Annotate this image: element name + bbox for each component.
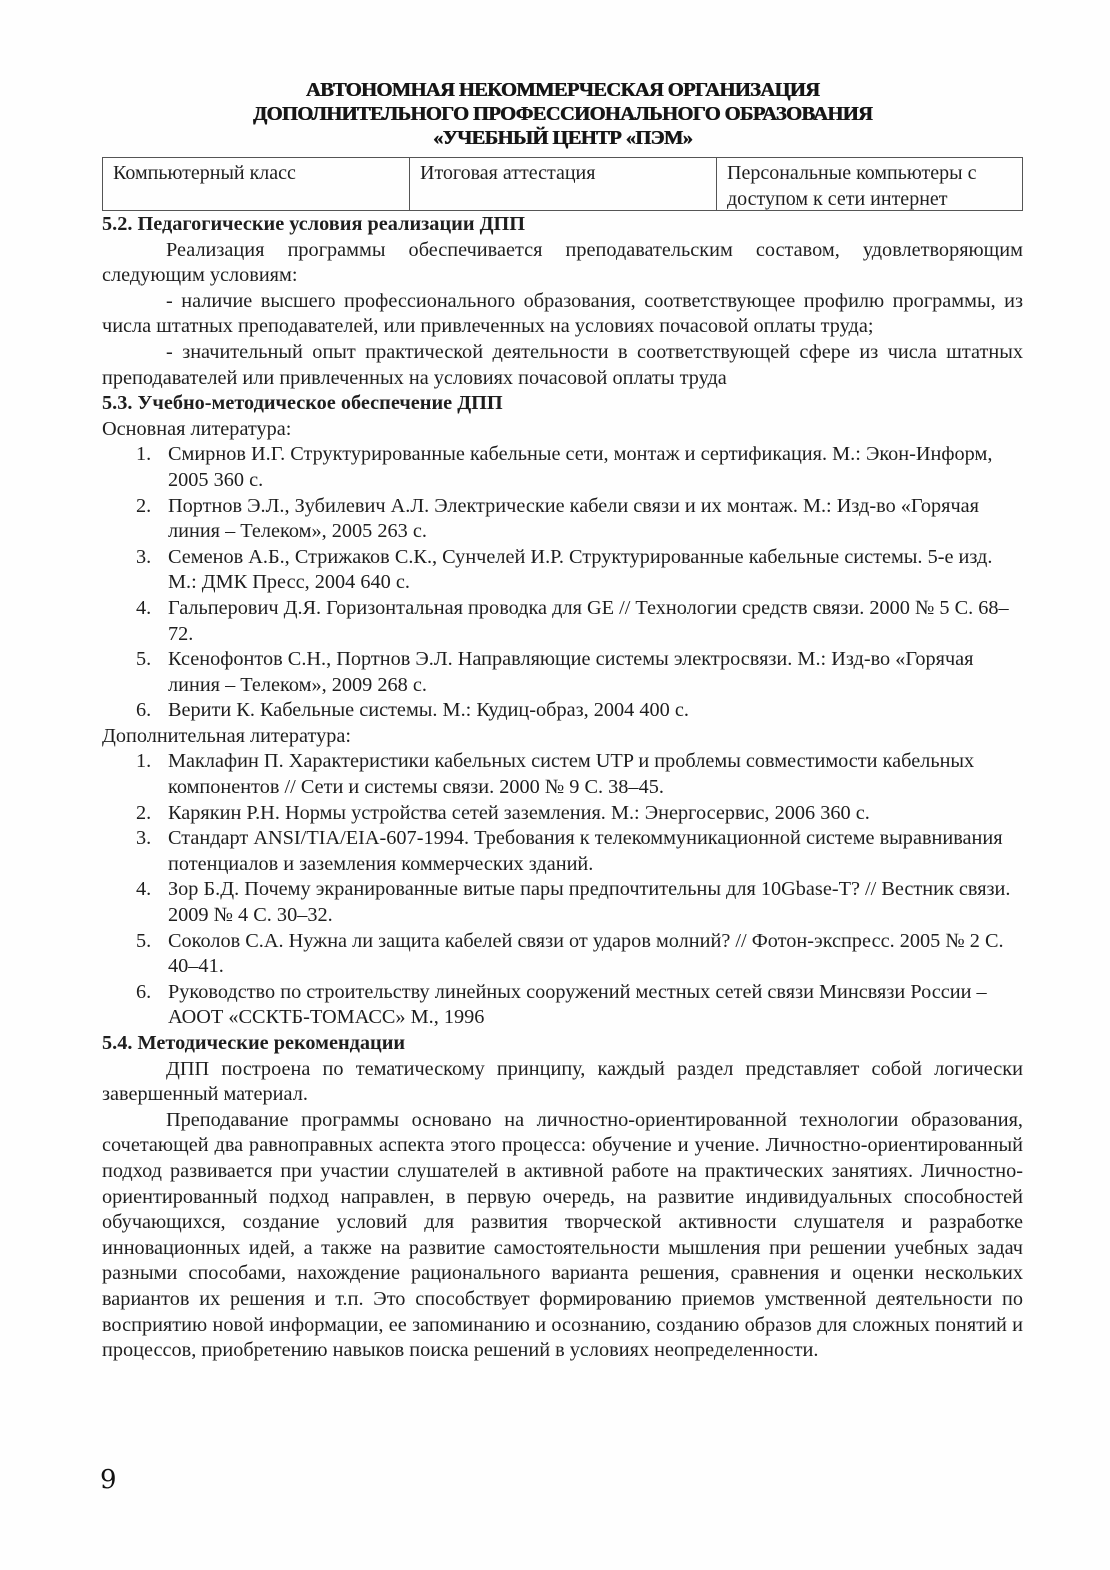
table-cell-room: Компьютерный класс xyxy=(103,158,410,210)
list-item xyxy=(102,494,1023,545)
list-text: Верити К. Кабельные системы. М.: Кудиц-образ, 2004 400 с. xyxy=(168,699,689,722)
list-item xyxy=(102,698,1023,724)
list-number: 3. xyxy=(136,827,152,850)
list-number: 1. xyxy=(136,750,152,773)
list-number: 6. xyxy=(136,699,152,722)
list-item xyxy=(102,826,1023,877)
main-literature-label: Основная литература: xyxy=(102,417,292,440)
list-number: 5. xyxy=(136,929,152,952)
list-text: Руководство по строительству линейных сооружений местных сетей связи Минсвязи России – АООТ «ССКТБ-ТОМАСС» М., 1996 xyxy=(168,980,987,1029)
section-heading-5-2: 5.2. Педагогические условия реализации ДПП xyxy=(102,213,526,235)
list-text: Смирнов И.Г. Структурированные кабельные сети, монтаж и сертификация. М.: Экон-Информ, 2005 360 с. xyxy=(168,443,993,491)
list-text: Стандарт ANSI/TIA/EIA-607-1994. Требования к телекоммуникационной системе выравнивания потенциалов и заземления коммерческих зданий. xyxy=(168,827,1003,875)
list-item xyxy=(102,980,1023,1031)
list-item xyxy=(102,647,1023,698)
paragraph: Реализация программы обеспечивается преподавательским составом, удовлетворяющим следующим условиям: xyxy=(102,238,1023,287)
page-number: 9 xyxy=(100,1465,117,1495)
list-number: 4. xyxy=(136,878,152,901)
table-cell-activity: Итоговая аттестация xyxy=(410,158,717,210)
list-item xyxy=(102,929,1023,980)
list-text: Маклафин П. Характеристики кабельных систем UTP и проблемы совместимости кабельных компонентов // Сети и системы связи. 2000 № 9 С. 38–45. xyxy=(168,750,975,799)
extra-literature-label: Дополнительная литература: xyxy=(102,724,351,747)
list-number: 2. xyxy=(136,801,152,824)
list-number: 4. xyxy=(136,596,152,619)
list-text: Семенов А.Б., Стрижаков С.К., Сунчелей И.Р. Структурированные кабельные системы. 5-е изд. М.: ДМК Пресс, 2004 640 с. xyxy=(168,545,993,594)
organization-header xyxy=(100,78,1025,150)
section-heading-5-4: 5.4. Методические рекомендации xyxy=(102,1032,406,1054)
requirement-item: - значительный опыт практической деятельности в соответствующей сфере из числа штатных преподавателей или привлеченных на условиях почасовой оплаты труда xyxy=(102,340,1023,389)
section-heading-5-3: 5.3. Учебно-методическое обеспечение ДПП xyxy=(102,392,503,415)
paragraph: Преподавание программы основано на личностно-ориентированной технологии образования, сочетающей два равноправных аспекта этого процесса: обучение и учение. Личностно-ориентированный подход развивается при участии слушателей в активной работе на практических занятиях. Личностно-ориентированный подход направлен, в первую очередь, на развитие индивидуальных способностей обучающихся, создание условий для развития творческой активности слушателя и разработке инновационных идей, а также на развитие самостоятельности мышления при решении учебных задач разными способами, нахождение рационального варианта решения, сравнения и оценки нескольких вариантов их решения и т.п. Это способствует формированию приемов умственной деятельности по восприятию новой информации, ее запоминанию и осознанию, созданию образов для сложных понятий и процессов, приобретению навыков поиска решений в условиях неопределенности. xyxy=(102,1108,1023,1362)
list-number: 1. xyxy=(136,443,152,466)
paragraph: ДПП построена по тематическому принципу, каждый раздел представляет собой логически завершенный материал. xyxy=(102,1057,1023,1106)
list-item xyxy=(102,877,1023,928)
list-text: Гальперович Д.Я. Горизонтальная проводка для GE // Технологии средств связи. 2000 № 5 С. 68–72. xyxy=(168,596,1009,645)
list-text: Портнов Э.Л., Зубилевич А.Л. Электрические кабели связи и их монтаж. М.: Изд-во «Горячая линия – Телеком», 2005 263 с. xyxy=(168,494,980,543)
equipment-table-row xyxy=(102,157,1023,211)
table-cell-equipment: Персональные компьютеры с доступом к сети интернет xyxy=(727,162,977,210)
list-text: Зор Б.Д. Почему экранированные витые пары предпочтительны для 10Gbase-T? // Вестник связи. 2009 № 4 С. 30–32. xyxy=(168,878,1011,927)
list-number: 6. xyxy=(136,980,152,1003)
list-number: 3. xyxy=(136,545,152,568)
list-text: Ксенофонтов С.Н., Портнов Э.Л. Направляющие системы электросвязи. М.: Изд-во «Горячая линия – Телеком», 2009 268 с. xyxy=(168,648,974,696)
list-item xyxy=(102,801,1023,827)
requirement-item: - наличие высшего профессионального образования, соответствующее профилю программы, из числа штатных преподавателей, или привлеченных на условиях почасовой оплаты труда; xyxy=(102,289,1023,338)
list-text: Карякин Р.Н. Нормы устройства сетей заземления. М.: Энергосервис, 2006 360 с. xyxy=(168,801,870,824)
extra-literature-list xyxy=(102,749,1023,1031)
main-literature-list xyxy=(102,442,1023,724)
list-number: 2. xyxy=(136,494,152,517)
list-item xyxy=(102,596,1023,647)
list-text: Соколов С.А. Нужна ли защита кабелей связи от ударов молний? // Фотон-экспресс. 2005 № 2 С. 40–41. xyxy=(168,929,1004,978)
list-item xyxy=(102,442,1023,493)
header-line-3: «УЧЕБНЫЙ ЦЕНТР «ПЭМ» xyxy=(432,127,693,149)
document-body xyxy=(102,212,1023,1364)
header-line-1: АВТОНОМНАЯ НЕКОММЕРЧЕСКАЯ ОРГАНИЗАЦИЯ xyxy=(305,79,820,101)
list-number: 5. xyxy=(136,648,152,671)
list-item xyxy=(102,749,1023,800)
list-item xyxy=(102,545,1023,596)
header-line-2: ДОПОЛНИТЕЛЬНОГО ПРОФЕССИОНАЛЬНОГО ОБРАЗОВАНИЯ xyxy=(252,103,873,125)
